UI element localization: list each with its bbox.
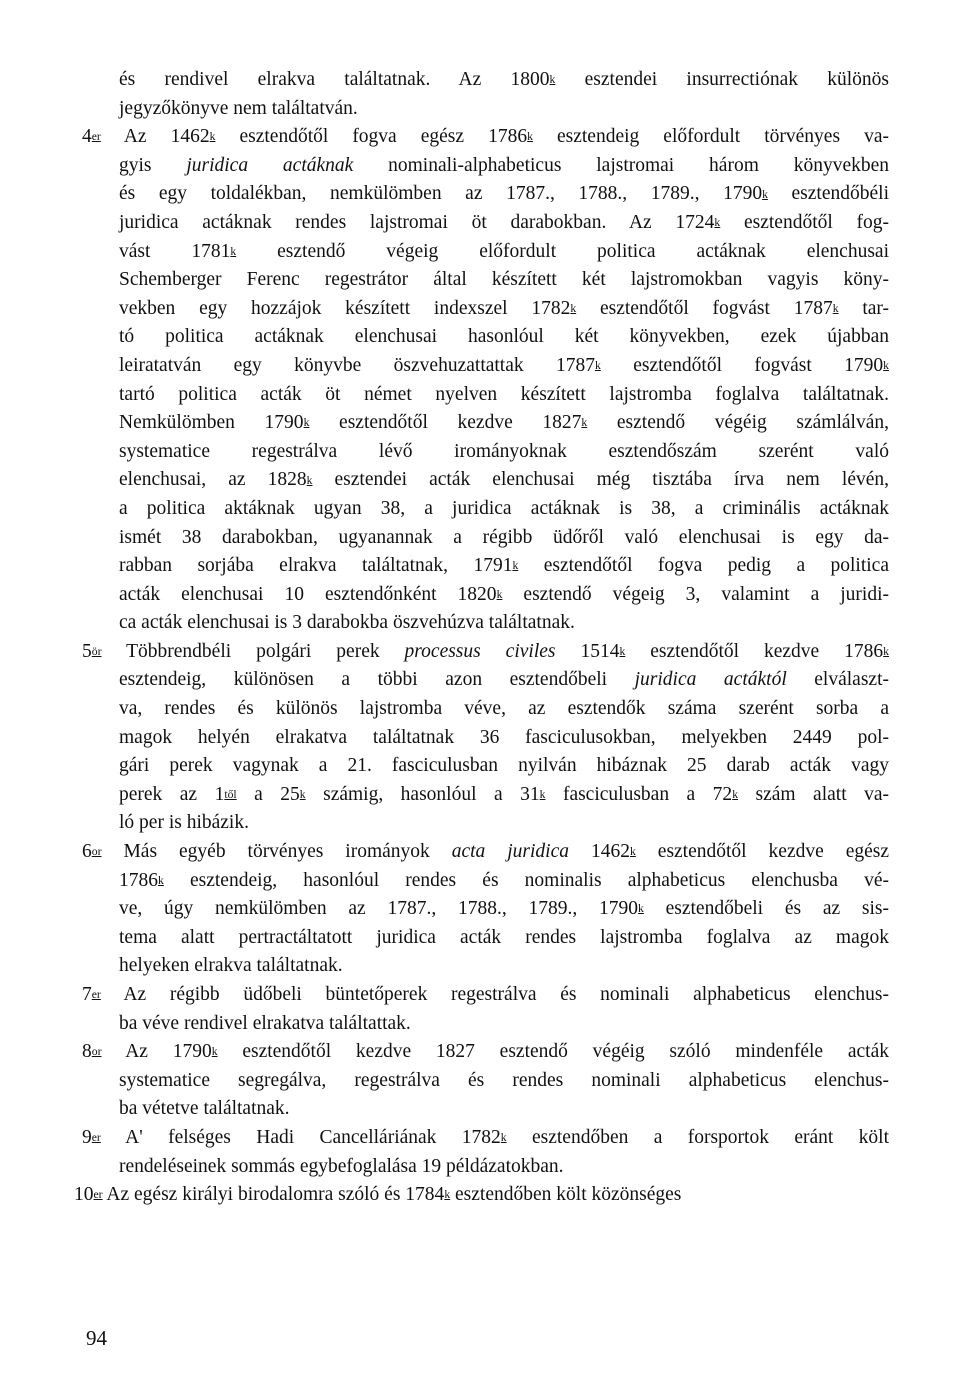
text-line xyxy=(119,1153,889,1182)
text-line xyxy=(119,180,889,209)
line-text: magok helyén elrakatva találtatnak 36 fasciculusokban, melyekben 2449 pol- xyxy=(119,726,889,748)
text-line xyxy=(119,352,889,381)
item-number: $6^{or}$ xyxy=(82,841,102,863)
line-text: Az régibb üdőbeli büntetőperek regestrálva és nominali alphabeticus elenchus- xyxy=(123,984,889,1005)
text-line xyxy=(82,638,890,667)
paragraph xyxy=(74,1181,889,1210)
line-text: systematice segregálva, regestrálva és rendes nominali alphabeticus elenchus- xyxy=(119,1069,889,1091)
text-line xyxy=(119,95,889,124)
line-text: Az 1790$^k$ esztendőtől kezdve 1827 esztendő végéig szóló mindenféle acták xyxy=(125,1041,889,1063)
paragraph xyxy=(82,981,889,1038)
text-line xyxy=(82,1038,889,1067)
line-text: esztendeig, különösen a többi azon esztendőbeli juridica actáktól elválaszt- xyxy=(119,669,889,691)
line-text: Más egyéb törvényes irományok acta juridica 1462$^k$ esztendőtől kezdve egész xyxy=(123,841,890,863)
text-line xyxy=(119,266,889,295)
line-text: leiratatván egy könyvbe öszvehuzattattak 1787$^k$ esztendőtől fogvást 1790$^k$ xyxy=(119,354,889,376)
text-line xyxy=(119,867,889,896)
text-line xyxy=(119,581,889,610)
text-line xyxy=(119,209,889,238)
line-text: és egy toldalékban, nemkülömben az 1787., 1788., 1789., 1790$^k$ esztendőbéli xyxy=(119,183,889,205)
text-line xyxy=(82,123,889,152)
text-line xyxy=(119,238,889,267)
line-text: a politica aktáknak ugyan 38, a juridica actáknak is 38, a criminális actáknak xyxy=(119,497,889,519)
line-text: ca acták elenchusai is 3 darabokba öszvehúzva találtatnak. xyxy=(119,612,575,634)
line-text: ló per is hibázik. xyxy=(119,812,249,834)
line-text: tartó politica acták öt német nyelven készített lajstromba foglalva találtatnak. xyxy=(119,383,889,405)
text-line xyxy=(119,924,889,953)
page-number: 94 xyxy=(86,1326,107,1350)
text-line xyxy=(119,152,889,181)
line-text: vekben egy hozzájok készített indexszel 1782$^k$ esztendőtől fogvást 1787$^k$ tar- xyxy=(119,297,889,319)
text-line xyxy=(119,1095,889,1124)
line-text: juridica actáknak rendes lajstromai öt darabokban. Az 1724$^k$ esztendőtől fog- xyxy=(119,211,889,233)
item-number: 10er xyxy=(74,1184,103,1206)
text-line xyxy=(119,666,889,695)
line-text: rendeléseinek sommás egybefoglalása 19 példázatokban. xyxy=(119,1155,564,1177)
text-line xyxy=(119,466,889,495)
text-line xyxy=(119,552,889,581)
text-line xyxy=(119,809,889,838)
text-line xyxy=(74,1181,889,1210)
line-text: Nemkülömben 1790$^k$ esztendőtől kezdve 1827$^k$ esztendő végéig számlálván, xyxy=(119,412,889,434)
line-text: Az egész királyi birodalomra szóló és 1784$^k$ esztendőben költ közönséges xyxy=(106,1184,682,1206)
line-text: és rendivel elrakva találtatnak. Az 1800$^k$ esztendei insurrectiónak különös xyxy=(119,69,889,90)
paragraph xyxy=(82,1124,889,1181)
line-text: Schemberger Ferenc regestrátor által készített két lajstromokban vagyis köny- xyxy=(119,269,889,291)
text-line xyxy=(119,66,889,95)
line-text: systematice regestrálva lévő irományoknak esztendőszám szerént való xyxy=(119,440,889,462)
item-number: $8^{or}$ xyxy=(82,1041,102,1063)
line-text: acták elenchusai 10 esztendőnként 1820$^k$ esztendő végeig 3, valamint a juridi- xyxy=(119,583,889,605)
text-line xyxy=(119,495,889,524)
text-line xyxy=(119,323,889,352)
line-text: ba vétetve találtatnak. xyxy=(119,1098,290,1120)
item-number: 4er xyxy=(82,126,101,148)
text-line xyxy=(119,1067,889,1096)
line-text: gyis juridica actáknak nominali-alphabeticus lajstromai három könyvekben xyxy=(119,154,890,176)
line-text: va, rendes és különös lajstromba véve, az esztendők száma szerént sorba a xyxy=(119,698,889,720)
line-text: perek az $1^{től}$ a 25$^k$ számig, hasonlóul a 31$^k$ fasciculusban a 72$^k$ szám alatt va- xyxy=(119,783,889,805)
text-line xyxy=(119,724,889,753)
line-text: rabban sorjába elrakva találtatnak, 1791$^k$ esztendőtől fogva pedig a politica xyxy=(119,555,889,577)
paragraph xyxy=(82,1038,889,1124)
line-text: gári perek vagynak a 21. fasciculusban nyilván hibáznak 25 darab acták vagy xyxy=(119,755,889,777)
paragraph xyxy=(119,66,889,123)
item-number: 9er xyxy=(82,1126,101,1148)
line-text: tema alatt pertractáltatott juridica acták rendes lajstromba foglalva az magok xyxy=(119,926,889,948)
line-text: jegyzőkönyve nem találtatván. xyxy=(119,97,358,119)
text-line xyxy=(119,952,889,981)
text-line xyxy=(82,1124,889,1153)
text-line xyxy=(119,409,889,438)
line-text: A' felséges Hadi Cancelláriának 1782$^k$ esztendőben a forsportok eránt költ xyxy=(125,1126,889,1148)
text-line xyxy=(119,438,889,467)
text-line xyxy=(119,695,889,724)
line-text: elenchusai, az 1828$^k$ esztendei acták elenchusai még tisztába írva nem lévén, xyxy=(119,469,890,491)
text-line xyxy=(119,781,889,810)
text-line xyxy=(119,381,889,410)
text-line xyxy=(119,1010,889,1039)
line-text: Az 1462$^k$ esztendőtől fogva egész 1786$^k$ esztendeig előfordult törvényes va- xyxy=(123,126,889,148)
text-line xyxy=(119,895,889,924)
paragraph xyxy=(82,838,890,981)
line-text: ismét 38 darabokban, ugyanannak a régibb üdőről való elenchusai is egy da- xyxy=(119,526,889,548)
text-line xyxy=(119,752,889,781)
page-body-text xyxy=(74,66,890,1210)
item-number: 7er xyxy=(82,984,101,1005)
line-text: Többrendbéli polgári perek processus civiles 1514$^k$ esztendőtől kezdve 1786$^k$ xyxy=(126,640,890,662)
line-text: ve, úgy nemkülömben az 1787., 1788., 1789., 1790$^k$ esztendőbeli és az sis- xyxy=(119,898,889,920)
paragraph xyxy=(82,123,890,638)
line-text: ba véve rendivel elrakatva találtattak. xyxy=(119,1012,411,1034)
text-line xyxy=(119,295,889,324)
text-line xyxy=(119,524,889,553)
line-text: 1786$^k$ esztendeig, hasonlóul rendes és nominalis alphabeticus elenchusba vé- xyxy=(119,869,889,891)
line-text: helyeken elrakva találtatnak. xyxy=(119,955,343,977)
text-line xyxy=(82,981,889,1010)
paragraph xyxy=(82,638,890,838)
line-text: tó politica actáknak elenchusai hasonlóul két könyvekben, ezek újabban xyxy=(119,326,889,348)
line-text: vást 1781$^k$ esztendő végeig előfordult politica actáknak elenchusai xyxy=(119,240,889,262)
item-number: $5^{ör}$ xyxy=(82,640,102,662)
text-line xyxy=(82,838,890,867)
text-line xyxy=(119,609,889,638)
